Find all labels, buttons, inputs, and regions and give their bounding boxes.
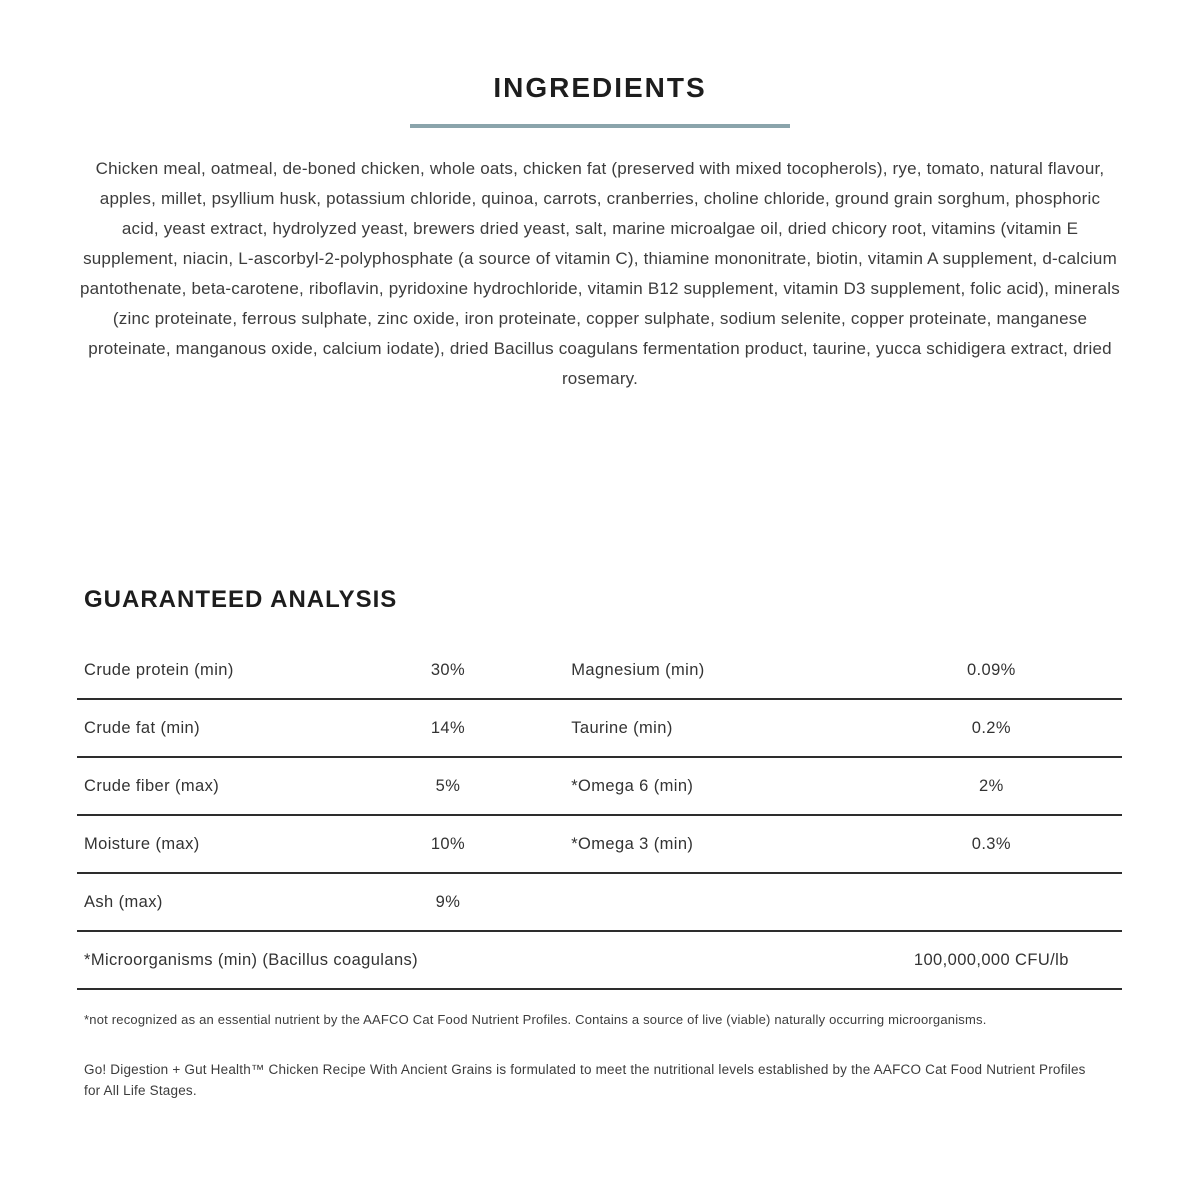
analysis-table-row	[77, 642, 1122, 700]
nutrient-label: *Omega 6 (min)	[571, 776, 694, 795]
guaranteed-analysis-table	[77, 642, 1122, 990]
title-underline-rule	[410, 124, 790, 128]
ingredients-text: Chicken meal, oatmeal, de-boned chicken, whole oats, chicken fat (preserved with mixed tocopherols), rye, tomato, natural flavour, apples, millet, psyllium husk, potassium chloride, quinoa, carrots, cranberries, choline chloride, ground grain sorghum, phosphoric acid, yeast extract, hydrolyzed yeast, brewers dried yeast, salt, marine microalgae oil, dried chicory root, vitamins (vitamin E supplement, niacin, L-ascorbyl-2-polyphosphate (a source of vitamin C), thiamine mononitrate, biotin, vitamin A supplement, d-calcium pantothenate, beta-carotene, riboflavin, pyridoxine hydrochloride, vitamin B12 supplement, vitamin D3 supplement, folic acid), minerals (zinc proteinate, ferrous sulphate, zinc oxide, iron proteinate, copper sulphate, sodium selenite, copper proteinate, manganese proteinate, manganous oxide, calcium iodate), dried Bacillus coagulans fermentation product, taurine, yucca schidigera extract, dried rosemary.	[80, 159, 1120, 388]
aafco-footnote: *not recognized as an essential nutrient by the AAFCO Cat Food Nutrient Profiles. Contains a source of live (viable) naturally occurring microorganisms.	[84, 1012, 987, 1027]
analysis-table-row	[77, 700, 1122, 758]
guaranteed-analysis-section	[0, 586, 1200, 1101]
ingredients-section	[0, 72, 1200, 394]
nutrient-value: 5%	[435, 776, 461, 795]
nutrient-value: 14%	[430, 718, 466, 737]
guaranteed-analysis-title: GUARANTEED ANALYSIS	[84, 586, 398, 613]
analysis-table-row	[77, 816, 1122, 874]
nutrient-value: 9%	[435, 892, 461, 911]
nutrient-label: Crude protein (min)	[84, 660, 234, 679]
nutrient-value: 0.2%	[971, 718, 1011, 737]
analysis-table-row	[77, 758, 1122, 816]
nutrient-value: 0.09%	[966, 660, 1016, 679]
nutrient-label: Moisture (max)	[84, 834, 200, 853]
nutrient-value: 2%	[979, 776, 1004, 795]
nutrient-label: Crude fat (min)	[84, 718, 201, 737]
nutrient-label: Ash (max)	[84, 892, 163, 911]
ingredients-title: INGREDIENTS	[493, 72, 707, 103]
nutrient-label: Magnesium (min)	[571, 660, 705, 679]
nutrient-label: *Microorganisms (min) (Bacillus coagulans)	[84, 950, 419, 969]
analysis-table-row-microorganisms	[77, 932, 1122, 990]
analysis-table-row	[77, 874, 1122, 932]
nutrient-value: 100,000,000 CFU/lb	[913, 950, 1069, 969]
nutrient-value: 0.3%	[971, 834, 1011, 853]
aafco-statement: Go! Digestion + Gut Health™ Chicken Recipe With Ancient Grains is formulated to meet the nutritional levels established by the AAFCO Cat Food Nutrient Profiles for All Life Stages.	[84, 1062, 1086, 1098]
nutrient-label: Taurine (min)	[571, 718, 673, 737]
nutrient-label: Crude fiber (max)	[84, 776, 220, 795]
nutrient-value: 30%	[430, 660, 466, 679]
nutrient-label: *Omega 3 (min)	[571, 834, 694, 853]
nutrient-value: 10%	[430, 834, 466, 853]
